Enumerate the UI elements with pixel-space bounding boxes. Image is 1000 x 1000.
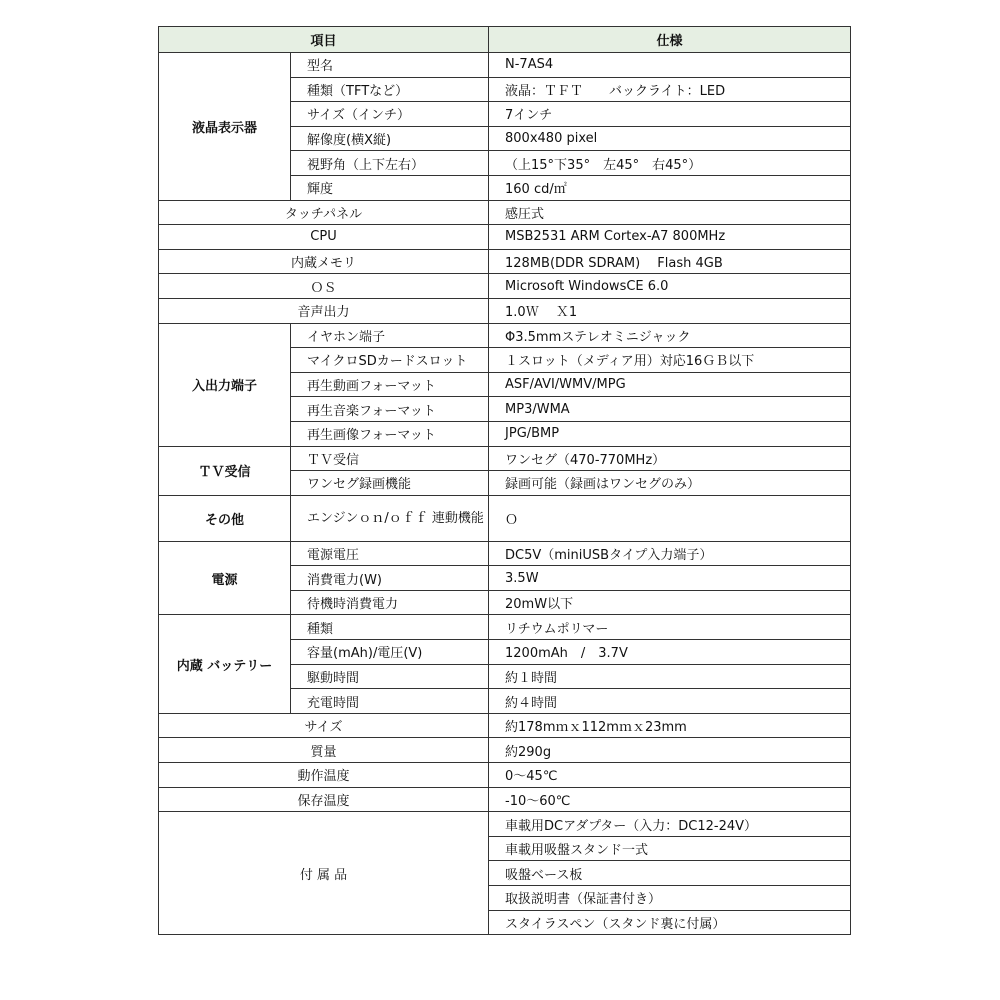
spec-name: 消費電力(W) (291, 566, 489, 591)
tv-label: ＴＶ受信 (159, 446, 291, 495)
battery-row (159, 615, 851, 640)
spec-name: 動作温度 (159, 763, 489, 788)
power-label: 電源 (159, 541, 291, 615)
spec-value: ASF/AVI/WMV/MPG (489, 372, 851, 397)
spec-value: Φ3.5mmステレオミニジャック (489, 323, 851, 348)
spec-value: JPG/BMP (489, 421, 851, 446)
power-row (159, 541, 851, 566)
spec-table-body (159, 27, 851, 935)
accessory-item: 吸盤ベース板 (489, 861, 851, 886)
other-label: その他 (159, 495, 291, 541)
spec-name: 輝度 (291, 175, 489, 200)
tv-row (159, 446, 851, 471)
header-spec: 仕様 (489, 27, 851, 53)
accessory-item: 車載用DCアダプター（入力：DC12-24V） (489, 812, 851, 837)
spec-value: 20mW以下 (489, 590, 851, 615)
spec-value: 3.5W (489, 566, 851, 591)
lcd-row (159, 53, 851, 78)
spec-value: Ｏ (489, 495, 851, 541)
spec-name: 音声出力 (159, 298, 489, 323)
io-label: 入出力端子 (159, 323, 291, 446)
spec-row (159, 738, 851, 763)
spec-name: 種類 (291, 615, 489, 640)
spec-table (158, 26, 851, 935)
spec-value: ワンセグ（470-770MHz） (489, 446, 851, 471)
spec-value: リチウムポリマー (489, 615, 851, 640)
accessories-label: 付 属 品 (159, 812, 489, 935)
spec-name: CPU (159, 225, 489, 250)
spec-name: ＯＳ (159, 274, 489, 299)
spec-value: 録画可能（録画はワンセグのみ） (489, 471, 851, 496)
lcd-label: 液晶表示器 (159, 53, 291, 201)
spec-name: 待機時消費電力 (291, 590, 489, 615)
spec-row (159, 200, 851, 225)
spec-value: 800x480 pixel (489, 126, 851, 151)
spec-name: サイズ（インチ） (291, 102, 489, 127)
spec-name: 型名 (291, 53, 489, 78)
spec-name: 視野角（上下左右） (291, 151, 489, 176)
spec-value: Microsoft WindowsCE 6.0 (489, 274, 851, 299)
spec-value: 約178mｍｘ112mｍｘ23mm (489, 713, 851, 738)
spec-value: -10～60℃ (489, 787, 851, 812)
spec-name: 駆動時間 (291, 664, 489, 689)
spec-value: 約４時間 (489, 689, 851, 714)
spec-value: 160 cd/㎡ (489, 175, 851, 200)
other-row (159, 495, 851, 541)
spec-value: MP3/WMA (489, 397, 851, 422)
spec-name: ＴＶ受信 (291, 446, 489, 471)
spec-name: 再生動画フォーマット (291, 372, 489, 397)
spec-name: 質量 (159, 738, 489, 763)
spec-value: 128MB(DDR SDRAM) Flash 4GB (489, 249, 851, 274)
spec-row (159, 713, 851, 738)
spec-name: サイズ (159, 713, 489, 738)
spec-name: 内蔵メモリ (159, 249, 489, 274)
spec-row (159, 274, 851, 299)
spec-name: 保存温度 (159, 787, 489, 812)
accessory-item: 車載用吸盤スタンド一式 (489, 836, 851, 861)
battery-label: 内蔵 バッテリー (159, 615, 291, 713)
spec-value: １スロット（メディア用）対応16ＧＢ以下 (489, 348, 851, 373)
spec-row (159, 787, 851, 812)
header-row (159, 27, 851, 53)
spec-name: タッチパネル (159, 200, 489, 225)
spec-value: 感圧式 (489, 200, 851, 225)
spec-value: 7インチ (489, 102, 851, 127)
spec-name: イヤホン端子 (291, 323, 489, 348)
spec-value: 1200mAh / 3.7V (489, 640, 851, 665)
spec-name: マイクロSDカードスロット (291, 348, 489, 373)
spec-name: 容量(mAh)/電圧(V) (291, 640, 489, 665)
spec-row (159, 249, 851, 274)
spec-name: エンジンｏｎ/ｏｆｆ 連動機能 (291, 495, 489, 541)
spec-value: 1.0Ｗ Ｘ1 (489, 298, 851, 323)
accessory-row (159, 812, 851, 837)
spec-value: MSB2531 ARM Cortex-A7 800MHz (489, 225, 851, 250)
spec-name: 電源電圧 (291, 541, 489, 566)
spec-row (159, 298, 851, 323)
spec-name: 充電時間 (291, 689, 489, 714)
spec-name: ワンセグ録画機能 (291, 471, 489, 496)
spec-name: 解像度(横X縦) (291, 126, 489, 151)
spec-value: 約１時間 (489, 664, 851, 689)
accessory-item: 取扱説明書（保証書付き） (489, 886, 851, 911)
spec-name: 再生音楽フォーマット (291, 397, 489, 422)
spec-name: 再生画像フォーマット (291, 421, 489, 446)
spec-value: DC5V（miniUSBタイプ入力端子） (489, 541, 851, 566)
spec-value: 0～45℃ (489, 763, 851, 788)
spec-value: 約290g (489, 738, 851, 763)
header-item: 項目 (159, 27, 489, 53)
io-row (159, 323, 851, 348)
spec-row (159, 763, 851, 788)
spec-value: 液晶：ＴＦＴ バックライト：LED (489, 77, 851, 102)
spec-value: （上15°下35° 左45° 右45°） (489, 151, 851, 176)
spec-row (159, 225, 851, 250)
accessory-item: スタイラスペン（スタンド裏に付属） (489, 910, 851, 935)
spec-name: 種類（TFTなど） (291, 77, 489, 102)
spec-value: N-7AS4 (489, 53, 851, 78)
